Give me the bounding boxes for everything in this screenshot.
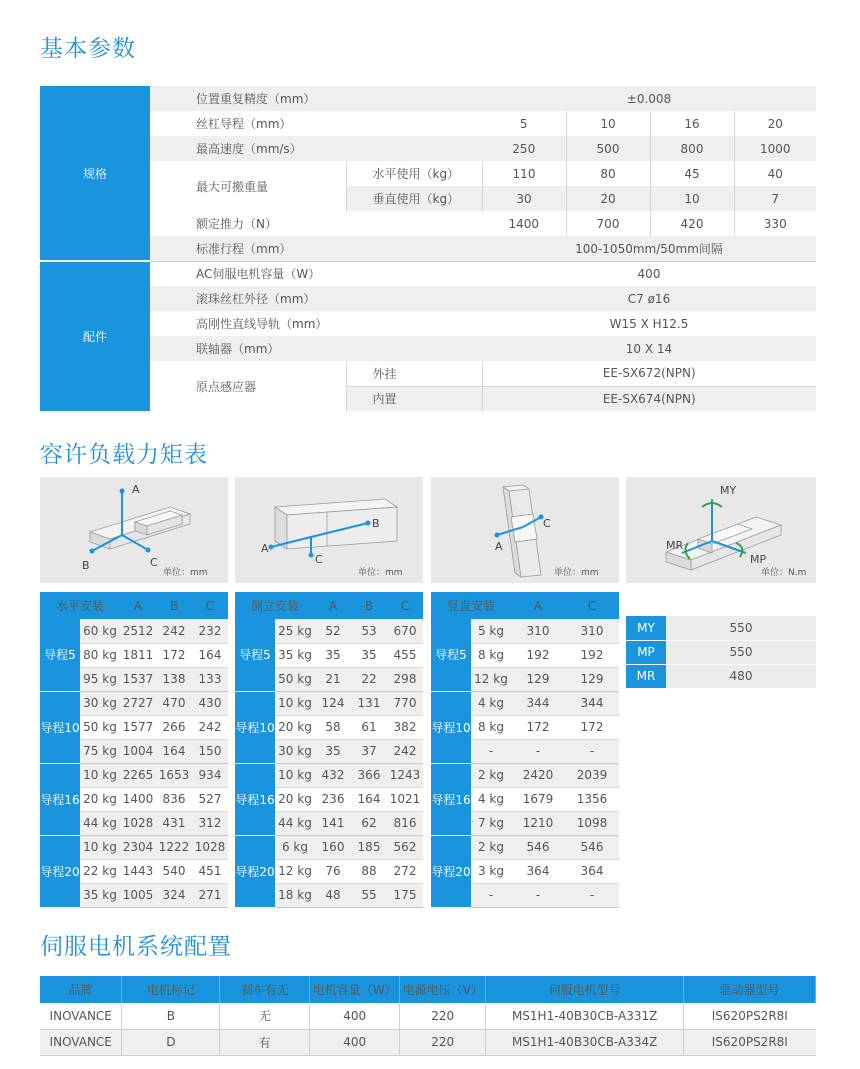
lead-group-label: 导程16: [235, 763, 275, 835]
value-rated-thrust: 700: [566, 211, 650, 236]
section-parts: 配件: [40, 261, 150, 411]
label-internal: 内置: [346, 386, 482, 411]
value-rail: W15 X H12.5: [609, 316, 689, 331]
moment-value: 480: [666, 664, 816, 688]
column-header: C: [587, 598, 597, 613]
moment-value: 192: [565, 643, 619, 667]
moment-value: 58: [315, 715, 351, 739]
header-motor-capacity: 电机容量（W）: [310, 976, 400, 1003]
lead-group-label: 导程20: [235, 835, 275, 907]
load-weight: 44 kg: [275, 811, 315, 835]
lead-group-label: 导程20: [40, 835, 80, 907]
moment-value: 562: [387, 835, 423, 859]
value-coupling: 10 X 14: [625, 341, 673, 356]
cell-brake: 无: [220, 1003, 310, 1029]
load-weight: 50 kg: [80, 715, 120, 739]
moment-value: 131: [351, 691, 387, 715]
label-external: 外挂: [346, 361, 482, 386]
column-header: B: [169, 598, 179, 613]
label-repeat-precision: 位置重复精度（mm）: [196, 92, 316, 106]
load-weight: 22 kg: [80, 859, 120, 883]
mount-type-header: 水平安装: [55, 599, 104, 613]
column-header: C: [400, 598, 410, 613]
moment-value: 1005: [120, 883, 156, 907]
diagram-label-a: A: [261, 542, 269, 555]
moment-value: 431: [156, 811, 192, 835]
moment-value: 670: [387, 619, 423, 643]
moment-value: 35: [351, 643, 387, 667]
moment-value: 55: [351, 883, 387, 907]
lead-group-label: 导程20: [431, 835, 471, 907]
load-weight: 60 kg: [80, 619, 120, 643]
value-rated-thrust: 1400: [482, 211, 566, 236]
moment-name: MP: [626, 640, 666, 664]
label-rail: 高刚性直线导轨（mm）: [196, 317, 328, 331]
moment-value: 22: [351, 667, 387, 691]
column-header: C: [205, 598, 215, 613]
moment-value: 344: [565, 691, 619, 715]
lead-group-label: 导程10: [235, 691, 275, 763]
diagram-label-my: MY: [720, 484, 737, 497]
header-voltage: 电源电压（V）: [400, 976, 486, 1003]
load-weight: -: [471, 739, 511, 763]
moment-value: 310: [511, 619, 565, 643]
lead-group-label: 导程10: [431, 691, 471, 763]
moment-value: 37: [351, 739, 387, 763]
moment-value: 364: [511, 859, 565, 883]
value-max-speed: 500: [566, 136, 650, 161]
cell-brand: INOVANCE: [40, 1029, 122, 1055]
load-weight: 20 kg: [275, 787, 315, 811]
moment-value: 271: [192, 883, 228, 907]
moment-value: 172: [565, 715, 619, 739]
table-row: [235, 691, 423, 715]
load-weight: 20 kg: [275, 715, 315, 739]
moment-value: 451: [192, 859, 228, 883]
value-rated-thrust: 420: [650, 211, 734, 236]
load-weight: 80 kg: [80, 643, 120, 667]
moment-value: 550: [666, 616, 816, 640]
diagram-side: [235, 477, 423, 583]
load-weight: 50 kg: [275, 667, 315, 691]
cell-motor-capacity: 400: [310, 1003, 400, 1029]
value-vertical-payload: 7: [771, 191, 780, 206]
header-motor-mark: 电机标记: [122, 976, 220, 1003]
value-horizontal-payload: 80: [566, 161, 650, 186]
header-brand: 品牌: [40, 976, 122, 1003]
diagram-label-b: B: [372, 517, 380, 530]
moment-value: 242: [192, 715, 228, 739]
moment-value: 1243: [387, 763, 423, 787]
mount-type-header: 竖直安装: [446, 599, 495, 613]
moment-value: 2265: [120, 763, 156, 787]
value-max-speed: 1000: [759, 141, 791, 156]
moment-value: 1653: [156, 763, 192, 787]
moment-value: 1400: [120, 787, 156, 811]
moment-value: 129: [511, 667, 565, 691]
load-weight: 35 kg: [80, 883, 120, 907]
lead-group-label: 导程5: [40, 619, 80, 691]
cell-motor-model: MS1H1-40B30CB-A334Z: [486, 1029, 684, 1055]
table-row: [235, 763, 423, 787]
label-screw-diameter: 滚珠丝杠外径（mm）: [196, 292, 316, 306]
cell-motor-capacity: 400: [310, 1029, 400, 1055]
label-motor-capacity: AC伺服电机容量（W）: [150, 261, 346, 286]
moment-table: [626, 616, 816, 689]
moment-value: 430: [192, 691, 228, 715]
load-weight: 2 kg: [471, 763, 511, 787]
moment-value: 310: [565, 619, 619, 643]
column-header: A: [133, 598, 143, 613]
moment-value: 816: [387, 811, 423, 835]
load-weight: 25 kg: [275, 619, 315, 643]
value-horizontal-payload: 110: [482, 161, 566, 186]
moment-value: 21: [315, 667, 351, 691]
moment-value: 236: [315, 787, 351, 811]
column-header: A: [328, 598, 338, 613]
load-weight: 12 kg: [275, 859, 315, 883]
moment-value: 1811: [120, 643, 156, 667]
load-weight: 44 kg: [80, 811, 120, 835]
moment-value: 172: [156, 643, 192, 667]
moment-value: 242: [156, 619, 192, 643]
label-max-speed: 最高速度（mm/s）: [196, 142, 302, 156]
value-max-speed: 800: [650, 136, 734, 161]
lead-group-label: 导程16: [431, 763, 471, 835]
moment-value: 836: [156, 787, 192, 811]
value-vertical-payload: 20: [566, 186, 650, 211]
moment-value: 192: [511, 643, 565, 667]
moment-value: 61: [351, 715, 387, 739]
moment-value: 1004: [120, 739, 156, 763]
load-weight: 8 kg: [471, 643, 511, 667]
value-lead: 5: [482, 111, 566, 136]
moment-value: 272: [387, 859, 423, 883]
moment-value: 934: [192, 763, 228, 787]
moment-value: 324: [156, 883, 192, 907]
moment-value: 53: [351, 619, 387, 643]
cell-motor-model: MS1H1-40B30CB-A331Z: [486, 1003, 684, 1029]
label-stroke: 标准行程（mm）: [196, 241, 292, 256]
moment-value: 470: [156, 691, 192, 715]
moment-value: 185: [351, 835, 387, 859]
moment-value: 1028: [192, 835, 228, 859]
load-weight: 3 kg: [471, 859, 511, 883]
moment-value: 150: [192, 739, 228, 763]
load-weight: 30 kg: [80, 691, 120, 715]
moment-value: 1222: [156, 835, 192, 859]
cell-motor-mark: B: [122, 1003, 220, 1029]
load-weight: 10 kg: [80, 835, 120, 859]
moment-value: 2304: [120, 835, 156, 859]
table-row: [40, 835, 228, 859]
moment-name: MY: [626, 616, 666, 640]
moment-value: 1021: [387, 787, 423, 811]
diagram-label-mp: MP: [750, 553, 767, 566]
diagram-label-a: A: [495, 540, 503, 553]
moment-value: 455: [387, 643, 423, 667]
load-weight: 75 kg: [80, 739, 120, 763]
moment-value: 1443: [120, 859, 156, 883]
moment-value: 242: [387, 739, 423, 763]
moment-value: 546: [565, 835, 619, 859]
moment-value: 124: [315, 691, 351, 715]
load-weight: -: [471, 883, 511, 907]
value-lead: 10: [566, 111, 650, 136]
load-weight: 2 kg: [471, 835, 511, 859]
value-external-sensor: EE-SX672(NPN): [482, 361, 816, 386]
moment-value: -: [565, 739, 619, 763]
moment-value: 1356: [565, 787, 619, 811]
cell-driver-model: IS620PS2R8I: [684, 1029, 816, 1055]
moment-value: 88: [351, 859, 387, 883]
load-weight: 4 kg: [471, 691, 511, 715]
servo-motor-table: [40, 976, 816, 1056]
moment-value: 298: [387, 667, 423, 691]
moment-value: 62: [351, 811, 387, 835]
moment-value: 344: [511, 691, 565, 715]
table-row: [235, 835, 423, 859]
diagram-label-a: A: [132, 483, 140, 496]
moment-value: 1028: [120, 811, 156, 835]
table-row: [40, 1029, 816, 1055]
basic-params-title: 基本参数: [40, 36, 136, 62]
load-weight: 12 kg: [471, 667, 511, 691]
moment-illustration: [626, 477, 816, 583]
label-coupling: 联轴器（mm）: [196, 342, 280, 356]
value-repeat-precision: ±0.008: [626, 91, 672, 106]
moment-value: 364: [565, 859, 619, 883]
moment-value: 366: [351, 763, 387, 787]
header-driver-model: 驱动器型号: [684, 976, 816, 1003]
table-row: [40, 691, 228, 715]
lead-group-label: 导程10: [40, 691, 80, 763]
value-stroke: 100-1050mm/50mm间隔: [575, 241, 723, 256]
moment-value: 133: [192, 667, 228, 691]
load-weight: 10 kg: [275, 691, 315, 715]
moment-value: 76: [315, 859, 351, 883]
value-motor-capacity: 400: [482, 261, 816, 286]
vertical-load-table: [431, 592, 619, 908]
moment-value: 432: [315, 763, 351, 787]
load-weight: 8 kg: [471, 715, 511, 739]
label-lead: 丝杠导程（mm）: [196, 117, 292, 131]
moment-value: 2727: [120, 691, 156, 715]
spec-table: [40, 86, 816, 411]
load-weight: 7 kg: [471, 811, 511, 835]
moment-value: 172: [511, 715, 565, 739]
section-spec: 规格: [40, 86, 150, 261]
value-vertical-payload: 10: [650, 186, 734, 211]
horizontal-load-table: [40, 592, 228, 908]
diagram-vertical: [431, 477, 619, 583]
table-row: [40, 619, 228, 643]
column-header: A: [533, 598, 543, 613]
cell-driver-model: IS620PS2R8I: [684, 1003, 816, 1029]
load-weight: 6 kg: [275, 835, 315, 859]
table-row: [40, 1003, 816, 1029]
value-vertical-payload: 30: [482, 186, 566, 211]
value-lead: 16: [650, 111, 734, 136]
cell-brake: 有: [220, 1029, 310, 1055]
moment-value: 540: [156, 859, 192, 883]
load-weight: 18 kg: [275, 883, 315, 907]
moment-value: 35: [315, 643, 351, 667]
moment-name: MR: [626, 664, 666, 688]
table-row: [431, 691, 619, 715]
load-weight: 10 kg: [275, 763, 315, 787]
load-weight: 95 kg: [80, 667, 120, 691]
load-weight: 5 kg: [471, 619, 511, 643]
moment-value: -: [511, 739, 565, 763]
table-row: [431, 619, 619, 643]
table-row: [40, 763, 228, 787]
moment-value: 1537: [120, 667, 156, 691]
cell-voltage: 220: [400, 1003, 486, 1029]
table-row: [235, 619, 423, 643]
vertical-mount-illustration: [431, 477, 619, 583]
diagram-unit: 单位：mm: [163, 568, 208, 578]
moment-value: 48: [315, 883, 351, 907]
moment-value: 1210: [511, 811, 565, 835]
value-rated-thrust: 330: [763, 216, 787, 231]
moment-value: 770: [387, 691, 423, 715]
load-weight: 30 kg: [275, 739, 315, 763]
moment-value: 138: [156, 667, 192, 691]
moment-value: 35: [315, 739, 351, 763]
moment-value: 164: [351, 787, 387, 811]
moment-value: 382: [387, 715, 423, 739]
header-motor-model: 伺服电机型号: [486, 976, 684, 1003]
cell-brand: INOVANCE: [40, 1003, 122, 1029]
value-screw-diameter: C7 ø16: [627, 291, 671, 306]
table-row: [431, 835, 619, 859]
moment-value: 1098: [565, 811, 619, 835]
moment-value: 2512: [120, 619, 156, 643]
side-load-table: [235, 592, 423, 908]
moment-value: 164: [156, 739, 192, 763]
moment-value: 52: [315, 619, 351, 643]
horizontal-mount-illustration: [40, 477, 228, 583]
cell-voltage: 220: [400, 1029, 486, 1055]
diagram-moments: [626, 477, 816, 583]
moment-value: 2039: [565, 763, 619, 787]
lead-group-label: 导程5: [235, 619, 275, 691]
label-horizontal-use: 水平使用（kg）: [346, 161, 482, 186]
value-internal-sensor: EE-SX674(NPN): [602, 391, 696, 406]
mount-type-header: 侧立安装: [250, 599, 299, 613]
load-moment-title: 容许负载力矩表: [40, 442, 208, 468]
moment-value: 164: [192, 643, 228, 667]
moment-value: 1679: [511, 787, 565, 811]
diagram-label-mr: MR: [666, 539, 684, 552]
label-origin-sensor: 原点感应器: [150, 361, 346, 411]
moment-value: 312: [192, 811, 228, 835]
diagram-horizontal: [40, 477, 228, 583]
lead-group-label: 导程16: [40, 763, 80, 835]
moment-value: 129: [565, 667, 619, 691]
load-weight: 4 kg: [471, 787, 511, 811]
table-row: [431, 763, 619, 787]
moment-value: 546: [511, 835, 565, 859]
moment-value: -: [565, 883, 619, 907]
moment-value: 266: [156, 715, 192, 739]
diagram-label-b: B: [82, 559, 90, 572]
load-weight: 35 kg: [275, 643, 315, 667]
diagram-unit: 单位：mm: [554, 568, 599, 578]
load-weight: 10 kg: [80, 763, 120, 787]
value-max-speed: 250: [482, 136, 566, 161]
moment-value: 550: [666, 640, 816, 664]
load-weight: 20 kg: [80, 787, 120, 811]
lead-group-label: 导程5: [431, 619, 471, 691]
value-horizontal-payload: 45: [650, 161, 734, 186]
column-header: B: [364, 598, 374, 613]
label-vertical-use: 垂直使用（kg）: [346, 186, 482, 211]
moment-value: 232: [192, 619, 228, 643]
cell-motor-mark: D: [122, 1029, 220, 1055]
diagram-label-c: C: [315, 553, 323, 566]
moment-value: 2420: [511, 763, 565, 787]
label-rated-thrust: 额定推力（N）: [196, 217, 277, 231]
label-max-payload: 最大可搬重量: [150, 161, 346, 211]
moment-value: 160: [315, 835, 351, 859]
moment-value: 175: [387, 883, 423, 907]
moment-value: 527: [192, 787, 228, 811]
servo-config-title: 伺服电机系统配置: [40, 934, 232, 960]
diagram-unit: 单位：N.m: [761, 568, 807, 578]
side-mount-illustration: [235, 477, 423, 583]
moment-value: 141: [315, 811, 351, 835]
diagram-unit: 单位：mm: [358, 568, 403, 578]
moment-value: -: [511, 883, 565, 907]
diagram-label-c: C: [150, 556, 158, 569]
header-brake: 刹车有无: [220, 976, 310, 1003]
value-lead: 20: [767, 116, 783, 131]
moment-value: 1577: [120, 715, 156, 739]
value-horizontal-payload: 40: [767, 166, 783, 181]
diagram-label-c: C: [543, 517, 551, 530]
